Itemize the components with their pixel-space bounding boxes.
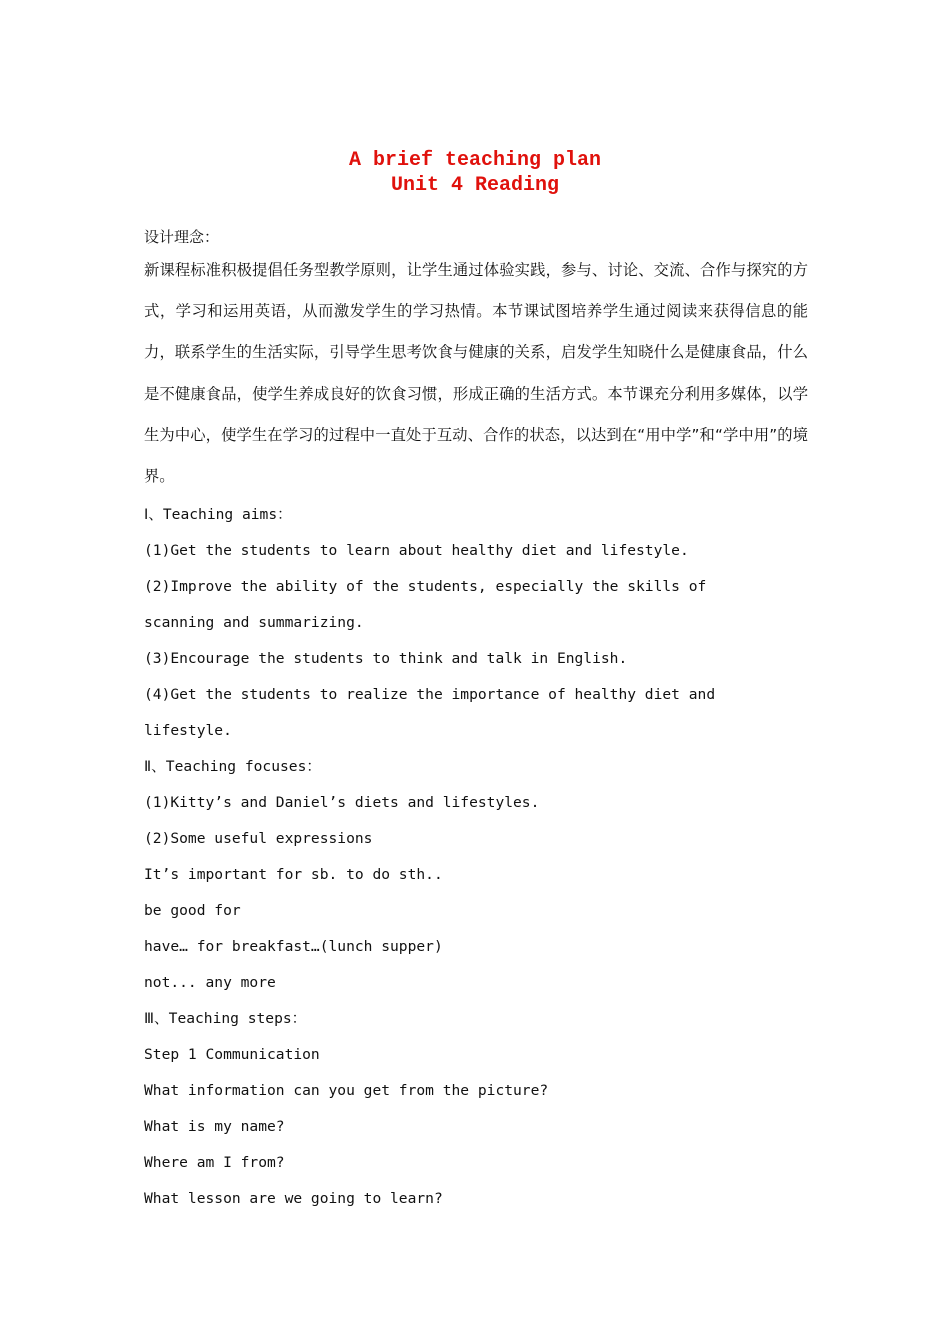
question-item: What is my name? [144, 1118, 285, 1136]
step-title: Step 1 Communication [144, 1046, 320, 1064]
aim-item-continued: scanning and summarizing. [144, 614, 364, 632]
section-heading-aims: Ⅰ、Teaching aims： [144, 506, 292, 524]
focus-item: (1)Kitty’s and Daniel’s diets and lifestyles. [144, 794, 540, 812]
expression-item: have… for breakfast…(lunch supper) [144, 938, 443, 956]
section-heading-steps: Ⅲ、Teaching steps： [144, 1010, 307, 1028]
focus-item: (2)Some useful expressions [144, 830, 373, 848]
title-line-2: Unit 4 Reading [390, 174, 560, 197]
aim-item: (4)Get the students to realize the importance of healthy diet and [144, 686, 716, 704]
question-item: What information can you get from the picture? [144, 1082, 549, 1100]
aim-item-continued: lifestyle. [144, 722, 232, 740]
design-concept-paragraph: 新课程标准积极提倡任务型教学原则，让学生通过体验实践，参与、讨论、交流、合作与探究的方式，学习和运用英语，从而激发学生的学习热情。本节课试图培养学生通过阅读来获得信息的能力，联系学生的生活实际，引导学生思考饮食与健康的关系，启发学生知晓什么是健康食品，什么是不健康食品，使学生养成良好的饮食习惯，形成正确的生活方式。本节课充分利用多媒体，以学生为中心，使学生在学习的过程中一直处于互动、合作的状态，以达到在“用中学”和“学中用”的境界。 [144, 261, 808, 486]
aim-item: (2)Improve the ability of the students, especially the skills of [144, 578, 707, 596]
section-heading-focuses: Ⅱ、Teaching focuses： [144, 758, 321, 776]
document-body [144, 226, 808, 1217]
expression-item: not... any more [144, 974, 276, 992]
expression-item: It’s important for sb. to do sth.. [144, 866, 443, 884]
design-concept-label: 设计理念： [144, 228, 220, 246]
question-item: Where am I from? [144, 1154, 285, 1172]
title-line-1: A brief teaching plan [348, 149, 602, 172]
document-title [0, 148, 950, 198]
aim-item: (3)Encourage the students to think and talk in English. [144, 650, 628, 668]
aim-item: (1)Get the students to learn about healthy diet and lifestyle. [144, 542, 689, 560]
expression-item: be good for [144, 902, 241, 920]
question-item: What lesson are we going to learn? [144, 1190, 443, 1208]
